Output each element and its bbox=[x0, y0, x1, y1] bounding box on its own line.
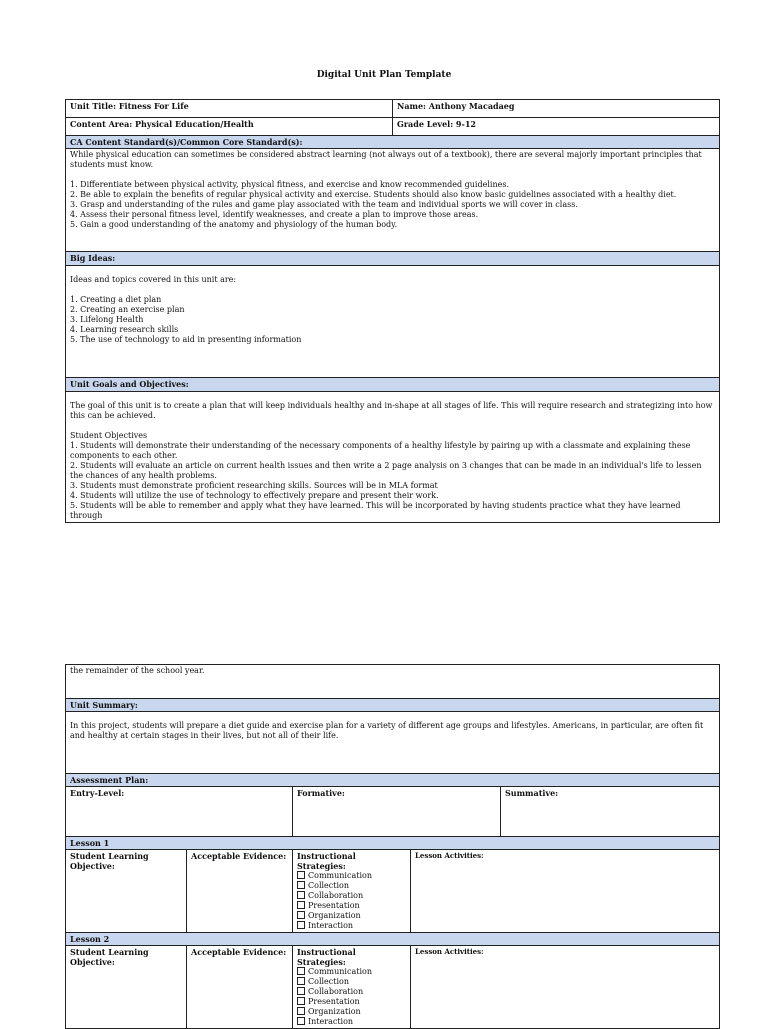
lesson2-strategy-item[interactable]: Organization bbox=[297, 1007, 406, 1017]
unit-title-cell: Unit Title: Fitness For Life bbox=[66, 100, 393, 118]
standards-text: While physical education can sometimes be considered abstract learning (not always out of a textbook), there are several majorly important principles that students must know. 1. Differentiate between physical activity, physical fitness, and exercise and know recommended guidelines. 2. Be able to explain the benefits of regular physical activity and exercise. Students should also know basic guidelines associated with a healthy diet. 3. Grasp and understanding of the rules and game play associated with the team and individual sports we will cover in class. 4. Assess their personal fitness level, identify weaknesses, and create a plan to improve those areas. 5. Gain a good understanding of the anatomy and physiology of the human body. bbox=[66, 149, 720, 252]
lesson1-strategy-item[interactable]: Organization bbox=[297, 911, 406, 921]
lesson1-strategy-item[interactable]: Presentation bbox=[297, 901, 406, 911]
lesson1-activities-cell: Lesson Activities: bbox=[411, 850, 720, 933]
unit-plan-table-page2 bbox=[65, 664, 720, 1029]
summary-text: In this project, students will prepare a diet guide and exercise plan for a variety of different age groups and lifestyles. Americans, in particular, are often fit and healthy at certain stages in their lives, but not all of their life. bbox=[66, 712, 720, 774]
lesson2-header: Lesson 2 bbox=[66, 933, 720, 946]
lesson1-strategies-label: Instructional Strategies: bbox=[297, 851, 356, 871]
checkbox-icon bbox=[297, 901, 305, 909]
standards-header: CA Content Standard(s)/Common Core Standard(s): bbox=[66, 136, 720, 149]
lesson1-evidence-cell: Acceptable Evidence: bbox=[187, 850, 293, 933]
lesson2-strategy-item[interactable]: Collaboration bbox=[297, 987, 406, 997]
lesson1-strategies-cell bbox=[293, 850, 411, 933]
page-title: Digital Unit Plan Template bbox=[316, 70, 452, 80]
continuation-text: the remainder of the school year. bbox=[66, 665, 720, 699]
checkbox-icon bbox=[297, 1007, 305, 1015]
grade-level-cell: Grade Level: 9-12 bbox=[393, 118, 720, 136]
lesson2-activities-cell: Lesson Activities: bbox=[411, 946, 720, 1029]
lesson1-strategy-item[interactable]: Interaction bbox=[297, 921, 406, 931]
checkbox-icon bbox=[297, 967, 305, 975]
lesson2-objective-cell: Student Learning Objective: bbox=[66, 946, 187, 1029]
lesson1-strategy-item[interactable]: Collection bbox=[297, 881, 406, 891]
checkbox-icon bbox=[297, 977, 305, 985]
big-ideas-text: Ideas and topics covered in this unit are: 1. Creating a diet plan 2. Creating an exercise plan 3. Lifelong Health 4. Learning research skills 5. The use of technology to aid in presenting information bbox=[66, 266, 720, 378]
checkbox-icon bbox=[297, 871, 305, 879]
big-ideas-header: Big Ideas: bbox=[66, 252, 720, 266]
lesson1-objective-cell: Student Learning Objective: bbox=[66, 850, 187, 933]
summative-cell: Summative: bbox=[501, 787, 720, 837]
lesson1-header: Lesson 1 bbox=[66, 837, 720, 850]
lesson1-strategy-item[interactable]: Collaboration bbox=[297, 891, 406, 901]
lesson2-strategy-item[interactable]: Interaction bbox=[297, 1017, 406, 1027]
summary-header: Unit Summary: bbox=[66, 699, 720, 712]
checkbox-icon bbox=[297, 891, 305, 899]
unit-plan-table-page1 bbox=[65, 99, 720, 523]
checkbox-icon bbox=[297, 987, 305, 995]
formative-cell: Formative: bbox=[293, 787, 501, 837]
lesson2-strategy-item[interactable]: Presentation bbox=[297, 997, 406, 1007]
lesson2-evidence-cell: Acceptable Evidence: bbox=[187, 946, 293, 1029]
lesson2-strategy-item[interactable]: Collection bbox=[297, 977, 406, 987]
goals-header: Unit Goals and Objectives: bbox=[66, 378, 720, 392]
checkbox-icon bbox=[297, 911, 305, 919]
checkbox-icon bbox=[297, 881, 305, 889]
lesson1-strategy-item[interactable]: Communication bbox=[297, 871, 406, 881]
assessment-header: Assessment Plan: bbox=[66, 774, 720, 787]
checkbox-icon bbox=[297, 921, 305, 929]
checkbox-icon bbox=[297, 997, 305, 1005]
lesson2-strategy-item[interactable]: Communication bbox=[297, 967, 406, 977]
name-cell: Name: Anthony Macadaeg bbox=[393, 100, 720, 118]
lesson2-strategies-label: Instructional Strategies: bbox=[297, 947, 356, 967]
content-area-cell: Content Area: Physical Education/Health bbox=[66, 118, 393, 136]
entry-level-cell: Entry-Level: bbox=[66, 787, 293, 837]
lesson2-strategies-cell bbox=[293, 946, 411, 1029]
goals-text: The goal of this unit is to create a plan that will keep individuals healthy and in-shape at all stages of life. This will require research and strategizing into how this can be achieved. Student Objectives 1. Students will demonstrate their understanding of the necessary components of a healthy lifestyle by pairing up with a classmate and explaining these components to each other. 2. Students will evaluate an article on current health issues and then write a 2 page analysis on 3 changes that can be made in an individual's life to lessen the chances of any health problems. 3. Students must demonstrate proficient researching skills. Sources will be in MLA format 4. Students will utilize the use of technology to effectively prepare and present their work. 5. Students will be able to remember and apply what they have learned. This will be incorporated by having students practice what they have learned through bbox=[66, 392, 720, 523]
